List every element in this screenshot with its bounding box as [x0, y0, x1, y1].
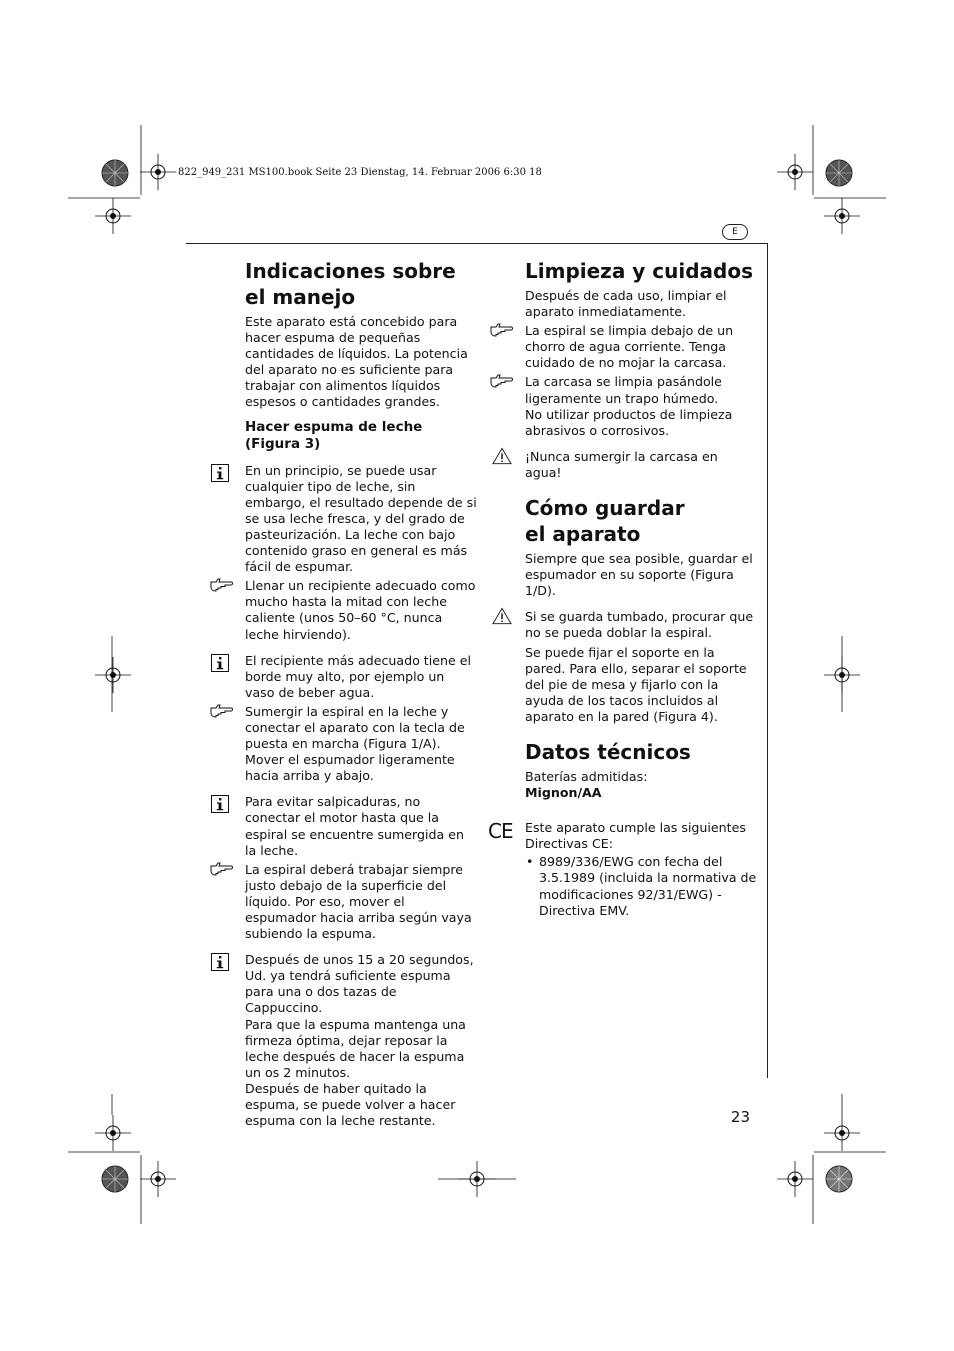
title-line: el manejo: [245, 285, 356, 309]
warning-note: [525, 449, 757, 481]
cleaning-intro: Después de cada uso, limpiar el aparato inmediatamente.: [525, 288, 727, 320]
left-column: [245, 258, 477, 1129]
section-title-storage: [525, 495, 757, 547]
usage-intro: Este aparato está concebido para hacer espuma de pequeñas cantidades de líquidos. La potencia del aparato no es suficiente para trabajar con alimentos líquidos espesos o cantidades grandes.: [245, 314, 468, 410]
pointing-hand-icon: [210, 704, 234, 718]
section-title-technical: Datos técnicos: [525, 739, 691, 764]
info-text: En un principio, se puede usar cualquier tipo de leche, sin embargo, el resultado depende de si se usa leche fresca, y del grado de pasteurización. La leche con bajo contenido graso en general es más fácil de espumar.: [245, 462, 477, 575]
pointing-hand-icon: [210, 578, 234, 592]
pointing-hand-icon: [210, 862, 234, 876]
info-text: Después de unos 15 a 20 segundos, Ud. ya tendrá suficiente espuma para una o dos tazas de Cappuccino.: [245, 952, 474, 1016]
info-text: Para que la espuma mantenga una firmeza óptima, dejar reposar la leche después de hacer la espuma un os 2 minutos.: [245, 1016, 466, 1080]
list-item: [525, 854, 757, 918]
header-rule: [186, 243, 768, 244]
step-item: [525, 323, 757, 371]
subtitle-line: (Figura 3): [245, 435, 321, 452]
info-text: El recipiente más adecuado tiene el borde muy alto, por ejemplo un vaso de beber agua.: [245, 652, 471, 700]
step-item: [245, 704, 477, 784]
section-title-usage: [245, 258, 477, 310]
warning-triangle-icon: [491, 447, 513, 465]
subsection-title-frothing: [245, 419, 477, 453]
step-text: Sumergir la espiral en la leche y conectar el aparato con la tecla de puesta en marcha (Figura 1/A). Mover el espumador ligeramente hacia arriba y abajo.: [245, 703, 465, 784]
warning-text: Si se guarda tumbado, procurar que no se pueda doblar la espiral.: [525, 609, 754, 641]
title-line: el aparato: [525, 522, 641, 547]
info-text: Para evitar salpicaduras, no conectar el motor hasta que la espiral se encuentre sumergida en la leche.: [245, 794, 464, 858]
ce-mark-icon: CE: [488, 819, 513, 844]
title-line: Indicaciones sobre: [245, 259, 456, 283]
step-text: Llenar un recipiente adecuado como mucho hasta la mitad con leche caliente (unos 50–60 °C, nunca leche hirviendo).: [245, 578, 476, 642]
battery-label: Baterías admitidas:: [525, 768, 648, 784]
pointing-hand-icon: [490, 323, 514, 337]
info-text: Después de haber quitado la espuma, se puede volver a hacer espuma con la leche restante.: [245, 1080, 456, 1129]
step-text: La carcasa se limpia pasándole ligeramente un trapo húmedo.: [525, 374, 722, 406]
list-item-text: 8989/336/EWG con fecha del 3.5.1989 (incluida la normativa de modificaciones 92/31/EWG) - Directiva EMV.: [539, 854, 757, 918]
storage-text: Se puede fijar el soporte en la pared. Para ello, separar el soporte del pie de mesa y fijarlo con la ayuda de los tacos incluidos al aparato en la pared (Figura 4).: [525, 644, 747, 724]
step-item: [525, 374, 757, 438]
info-icon: [211, 464, 229, 482]
language-badge: E: [722, 224, 748, 240]
step-text: No utilizar productos de limpieza abrasivos o corrosivos.: [525, 406, 733, 438]
warning-note: [525, 609, 757, 725]
ce-text: Este aparato cumple las siguientes Directivas CE:: [525, 820, 746, 852]
title-line: Cómo guardar: [525, 496, 685, 521]
ce-note: [488, 819, 757, 919]
info-icon: [211, 795, 229, 813]
storage-intro: Siempre que sea posible, guardar el espumador en su soporte (Figura 1/D).: [525, 551, 753, 599]
margin-rule: [767, 243, 768, 1078]
section-title-cleaning: Limpieza y cuidados: [525, 259, 753, 283]
warning-text: ¡Nunca sumergir la carcasa en agua!: [525, 448, 718, 480]
info-note: [245, 952, 477, 1129]
step-text: La espiral deberá trabajar siempre justo debajo de la superficie del líquido. Por eso, mover el espumador hacia arriba según vaya subiendo la espuma.: [245, 861, 472, 942]
info-note: [245, 794, 477, 858]
page-number: 23: [730, 1108, 750, 1126]
info-icon: [211, 654, 229, 672]
step-item: [245, 862, 477, 942]
print-slug: 822_949_231 MS100.book Seite 23 Dienstag, 14. Februar 2006 6:30 18: [178, 167, 542, 178]
info-icon: [211, 953, 229, 971]
pointing-hand-icon: [490, 374, 514, 388]
info-note: [245, 653, 477, 701]
bullet: •: [526, 854, 534, 870]
info-note: [245, 463, 477, 576]
step-text: La espiral se limpia debajo de un chorro de agua corriente. Tenga cuidado de no mojar la carcasa.: [525, 323, 734, 371]
subtitle-line: Hacer espuma de leche: [245, 418, 423, 435]
warning-triangle-icon: [491, 607, 513, 625]
battery-value: Mignon/AA: [525, 785, 602, 801]
step-item: [245, 578, 477, 642]
right-column: [488, 258, 757, 919]
